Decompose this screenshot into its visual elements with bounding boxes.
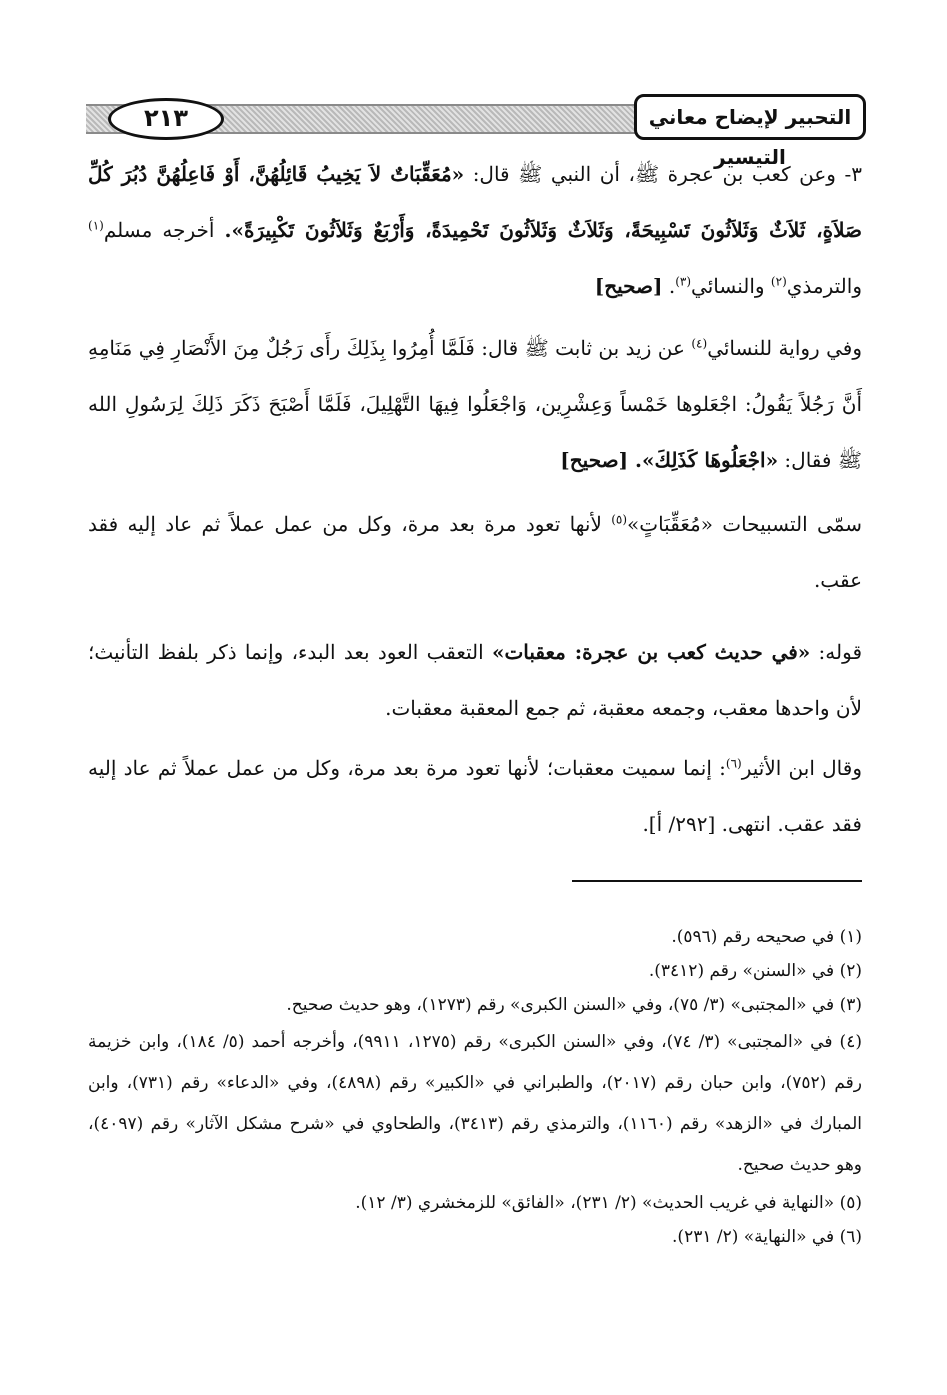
footnote-separator bbox=[572, 880, 862, 882]
explanation-text-2: لأنها تعود مرة بعد مرة، وكل من عمل عملاً ثم عاد إليه فقد عقب. bbox=[88, 512, 862, 592]
footnote-1: (١) في صحيحه رقم (٥٩٦). bbox=[671, 927, 862, 947]
ibn-athir-paragraph bbox=[88, 740, 862, 852]
takhrij-muslim: أخرجه مسلم bbox=[103, 218, 225, 242]
footnote-ref-1: (١) bbox=[88, 218, 104, 233]
footnote-4: (٤) في «المجتبى» (٣/ ٧٤)، وفي «السنن الكبرى» رقم (١٢٧٥، ٩٩١١)، وأخرجه أحمد (٥/ ١٨٤)، وابن خزيمة رقم (٧٥٢)، وابن حبان رقم (٢٠١٧)، والطبراني في «الكبير» رقم (٤٨٩٨)، وفي «الدعاء» رقم (٧٣١)، وابن المبارك في «الزهد» رقم (١١٦٠)، والترمذي رقم (٣٤١٣)، والطحاوي في «شرح مشكل الآثار» رقم (٤٠٩٧)، وهو حديث صحيح. bbox=[88, 1032, 863, 1175]
ibn-athir-text-2: : إنما سميت معقبات؛ لأنها تعود مرة بعد مرة، وكل من عمل عملاً ثم عاد إليه فقد عقب. انتهى. [٢٩٢/ أ]. bbox=[88, 756, 862, 836]
ibn-athir-text-1: وقال ابن الأثير bbox=[741, 756, 862, 780]
footnotes bbox=[88, 920, 862, 1254]
footnote-ref-5: (٥) bbox=[611, 512, 628, 527]
footnote-3: (٣) في «المجتبى» (٣/ ٧٥)، وفي «السنن الكبرى» رقم (١٢٧٣)، وهو حديث صحيح. bbox=[286, 995, 862, 1015]
main-text bbox=[88, 146, 862, 852]
footnote-ref-6: (٦) bbox=[725, 756, 742, 771]
takhrij-tirmidhi: والترمذي bbox=[786, 274, 862, 298]
hadith-paragraph bbox=[88, 146, 862, 314]
explanation-text-1: سمّى التسبيحات bbox=[712, 512, 862, 536]
footnote-ref-2: (٢) bbox=[770, 274, 787, 289]
takhrij-end: . bbox=[662, 274, 676, 298]
nasai-intro: وفي رواية للنسائي bbox=[707, 336, 862, 360]
commentary-lemma: «في حديث كعب بن عجرة: معقبات» bbox=[491, 640, 811, 664]
hadith-intro: ٣- وعن كعب بن عجرة ﷺ، أن النبي ﷺ قال: bbox=[464, 162, 862, 186]
page-number: ٢١٣ bbox=[108, 98, 224, 140]
commentary-paragraph bbox=[88, 624, 862, 736]
nasai-verdict: [صحيح] bbox=[560, 448, 636, 472]
hadith-verdict: [صحيح] bbox=[594, 274, 663, 298]
footnote-5: (٥) «النهاية في غريب الحديث» (٢/ ٢٣١)، «الفائق» للزمخشري (٣/ ١٢). bbox=[355, 1193, 862, 1213]
footnote-ref-3: (٣) bbox=[675, 274, 692, 289]
nasai-quote: «اجْعَلُوهَا كَذَلِكَ». bbox=[635, 448, 779, 472]
running-header bbox=[86, 94, 866, 169]
nasai-text: عن زيد بن ثابت ﷺ قال: فَلَمَّا أُمِرُوا بِذَلِكَ رأَى رَجُلٌ مِنَ الأَنْصَارِ فِي مَنَامِهِ أَنَّ رَجُلاً يَقُولُ: اجْعَلوها خَمْساً وَعِشْرِين، وَاجْعَلُوا فِيهَا التَّهْلِيلَ، فَلَمَّا أَصْبَحَ ذَكَرَ ذَلِكَ لِرَسُولِ الله ﷺ فقال: bbox=[88, 336, 862, 472]
explanation-paragraph bbox=[88, 496, 862, 608]
footnote-6: (٦) في «النهاية» (٢/ ٢٣١). bbox=[672, 1227, 862, 1247]
book-title: التحبير لإيضاح معاني التيسير bbox=[634, 94, 866, 140]
commentary-text-1: قوله: bbox=[810, 640, 863, 664]
footnote-ref-4: (٤) bbox=[691, 336, 708, 351]
takhrij-nasai: والنسائي bbox=[691, 274, 771, 298]
footnote-2: (٢) في «السنن» رقم (٣٤١٢). bbox=[648, 961, 862, 981]
nasai-narration-paragraph bbox=[88, 320, 862, 488]
commentary-text-2: التعقب العود بعد البدء، وإنما ذكر بلفظ التأنيث؛ لأن واحدها معقب، وجمعه معقبة، ثم جمع المعقبة معقبات. bbox=[88, 640, 862, 720]
hadith-quote: «مُعَقِّبَاتٌ لاَ يَخِيبُ قَائِلُهُنَّ، أَوْ فَاعِلُهُنَّ دُبُرَ كُلِّ صَلاَةٍ، ثَلاَثٌ وَثَلاَثُونَ تَسْبِيحَةً، وَثَلاَثٌ وَثَلاَثُونَ تَحْمِيدَةً، وَأَرْبَعٌ وَثَلاَثُونَ تَكْبِيرَةً». bbox=[88, 162, 862, 242]
explanation-term: «مُعَقِّبَاتٍ» bbox=[627, 512, 713, 536]
